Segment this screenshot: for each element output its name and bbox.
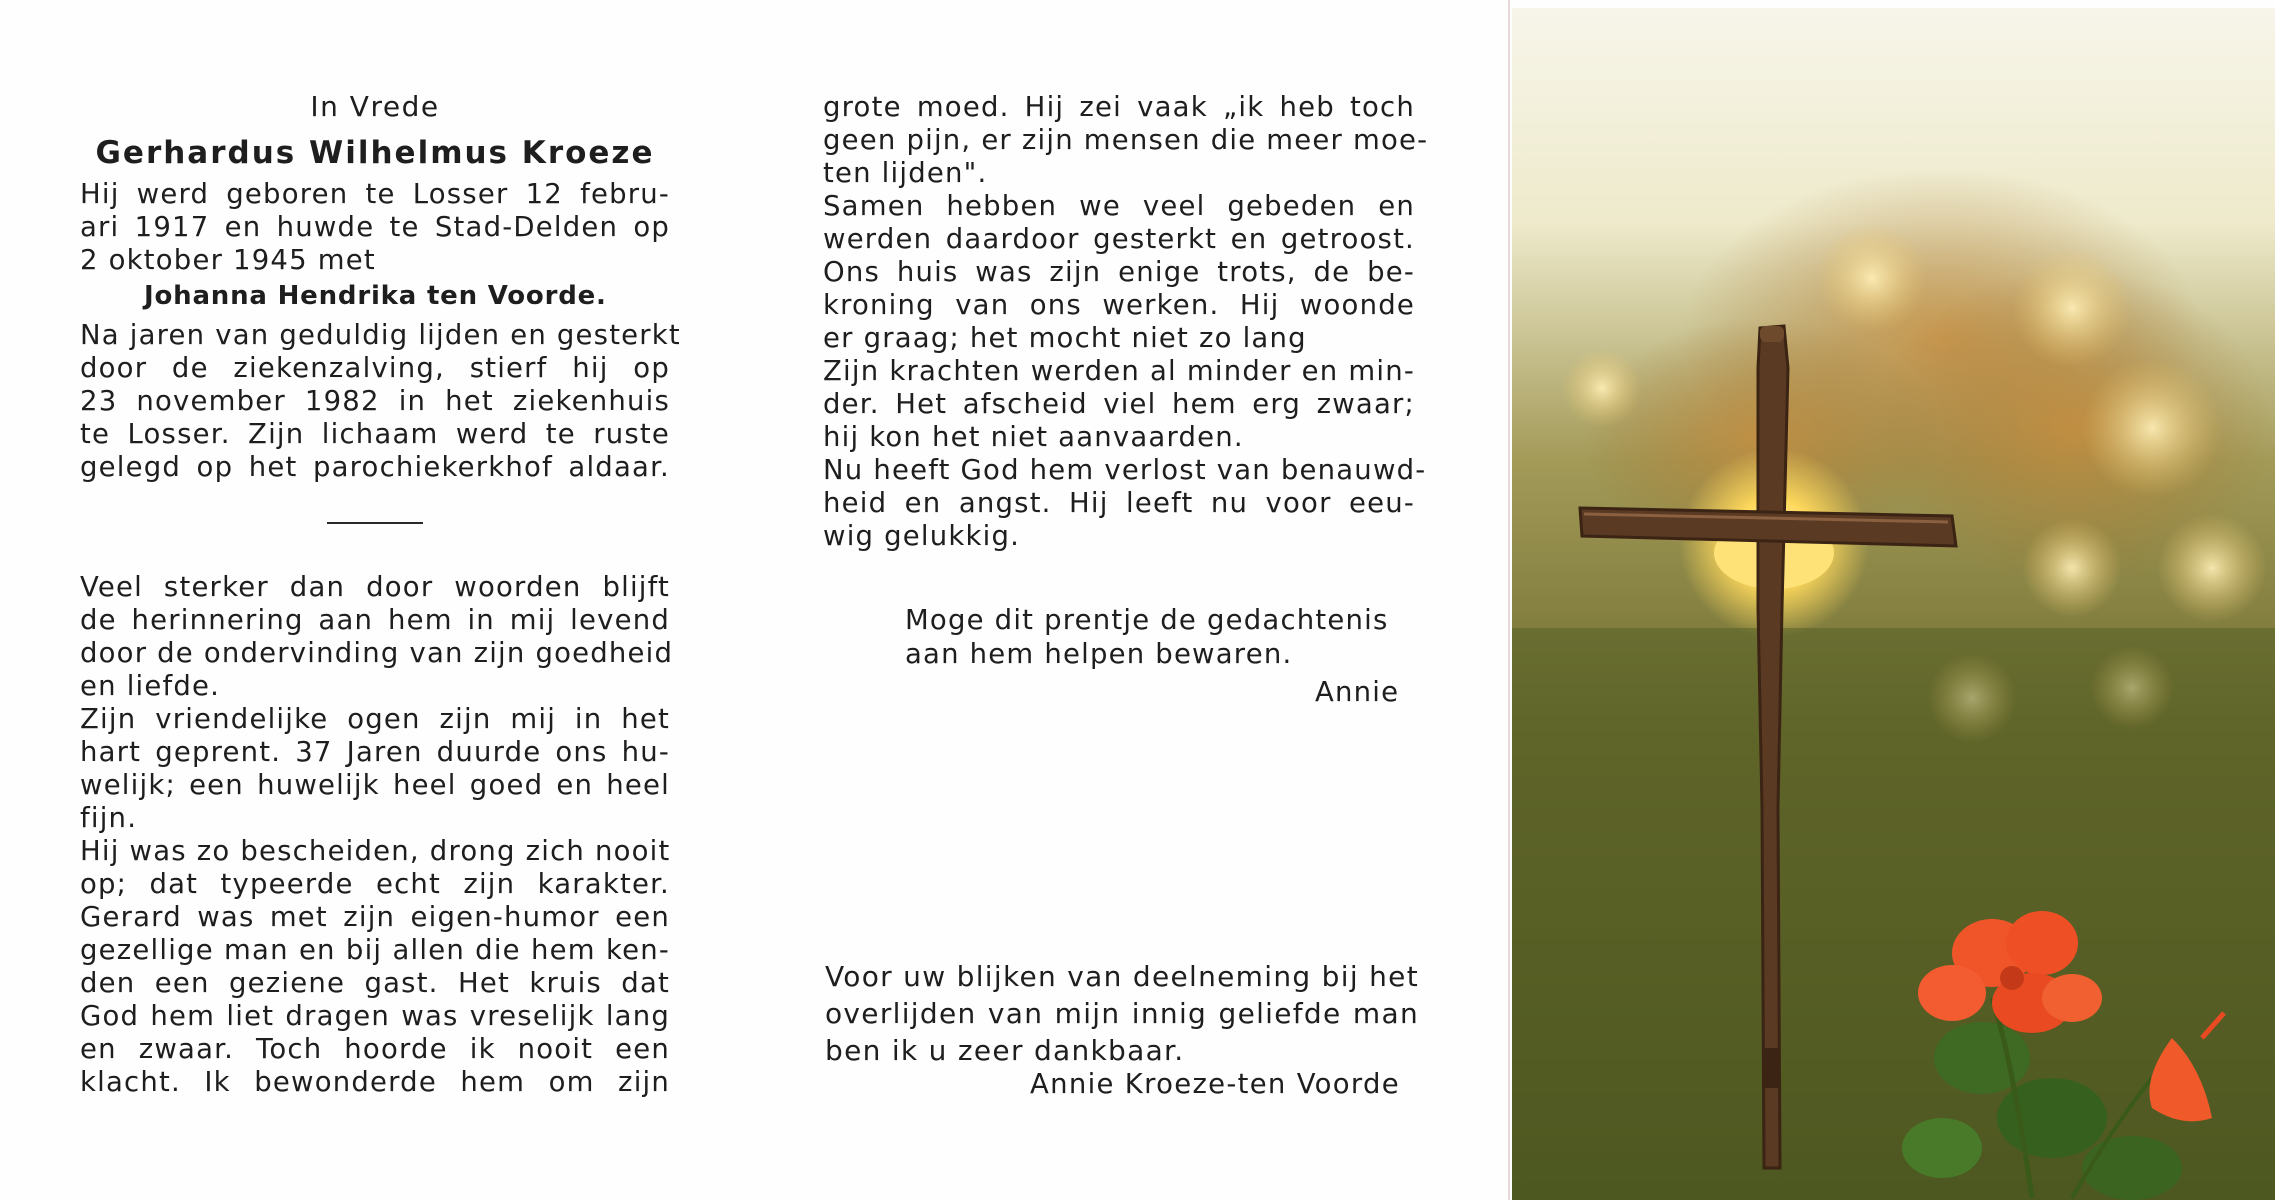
bokeh-light <box>2157 513 2267 623</box>
memory-line: op; dat typeerde echt zijn karakter. <box>80 868 670 900</box>
thanks-line: overlijden van mijn innig geliefde man <box>825 997 1419 1030</box>
cross-photo-illustration <box>1512 8 2275 1200</box>
continued-line: Nu heeft God hem verlost van benauwd- <box>823 454 1427 486</box>
memory-line: door de ondervinding van zijn goedheid <box>80 637 674 669</box>
wish-signature: Annie <box>1315 676 1400 708</box>
flower-petal <box>2006 911 2078 975</box>
leaf <box>2082 1136 2182 1200</box>
memory-paragraph <box>80 571 674 1099</box>
continued-line: heid en angst. Hij leeft nu voor eeu- <box>823 487 1415 519</box>
memory-line: en liefde. <box>80 670 221 702</box>
flower-petal <box>1918 965 1986 1021</box>
continued-line: grote moed. Hij zei vaak „ik heb toch <box>823 91 1415 123</box>
intro-line: 2 oktober 1945 met <box>80 244 376 276</box>
continued-line: kroning van ons werken. Hij woonde <box>823 289 1415 321</box>
death-line: door de ziekenzalving, stierf hij op <box>80 352 670 384</box>
intro-line: Hij werd geboren te Losser 12 febru- <box>80 178 670 210</box>
death-line: 23 november 1982 in het ziekenhuis <box>80 385 670 417</box>
memory-line: de herinnering aan hem in mij levend <box>80 604 670 636</box>
bokeh-light <box>1817 223 1927 333</box>
continued-line: Zijn krachten werden al minder en min- <box>823 355 1415 387</box>
thanks-line: ben ik u zeer dankbaar. <box>825 1034 1185 1067</box>
cross-base <box>1762 1048 1780 1088</box>
continued-line: der. Het afscheid viel hem erg zwaar; <box>823 388 1415 420</box>
divider-rule <box>327 522 423 524</box>
spouse-name: Johanna Hendrika ten Voorde. <box>144 281 607 311</box>
cross-photo <box>1512 8 2275 1200</box>
card-fold-edge <box>1508 0 1510 1200</box>
leaf <box>1934 1022 2030 1094</box>
continued-line: er graag; het mocht niet zo lang <box>823 322 1307 354</box>
remembrance-wish <box>905 603 1415 671</box>
middle-column <box>823 91 1429 553</box>
in-peace-heading: In Vrede <box>310 90 440 123</box>
continued-line: werden daardoor gesterkt en getroost. <box>823 223 1415 255</box>
continued-line: ten lijden". <box>823 157 988 189</box>
thanks-signature: Annie Kroeze-ten Voorde <box>1030 1068 1401 1100</box>
thanks-line: Voor uw blijken van deelneming bij het <box>825 960 1419 993</box>
death-paragraph <box>80 319 681 484</box>
memory-line: fijn. <box>80 802 138 834</box>
continued-line: Samen hebben we veel gebeden en <box>823 190 1415 222</box>
thanks-paragraph <box>825 958 1419 1069</box>
continued-line: geen pijn, er zijn mensen die meer moe- <box>823 124 1429 156</box>
memory-line: klacht. Ik bewonderde hem om zijn <box>80 1066 670 1098</box>
death-line: te Losser. Zijn lichaam werd te ruste <box>80 418 670 450</box>
memory-line: Hij was zo bescheiden, drong zich nooit <box>80 835 671 867</box>
memory-line: welijk; een huwelijk heel goed en heel <box>80 769 670 801</box>
wish-line: Moge dit prentje de gedachtenis <box>905 604 1389 636</box>
bokeh-light <box>2082 358 2222 498</box>
memory-line: God hem liet dragen was vreselijk lang <box>80 1000 670 1032</box>
continued-line: Ons huis was zijn enige trots, de be- <box>823 256 1415 288</box>
leaf <box>1902 1118 1982 1178</box>
memory-line: hart geprent. 37 Jaren duurde ons hu- <box>80 736 670 768</box>
death-line: gelegd op het parochiekerkhof aldaar. <box>80 451 670 483</box>
death-line: Na jaren van geduldig lijden en gesterkt <box>80 319 681 351</box>
continued-paragraph <box>823 91 1429 553</box>
flower-center <box>2000 966 2024 990</box>
intro-line: ari 1917 en huwde te Stad-Delden op <box>80 211 670 243</box>
left-column <box>80 90 681 1099</box>
continued-line: wig gelukkig. <box>823 520 1021 552</box>
memory-line: Veel sterker dan door woorden blijft <box>80 571 670 603</box>
memory-line: en zwaar. Toch hoorde ik nooit een <box>80 1033 670 1065</box>
wish-line: aan hem helpen bewaren. <box>905 638 1293 670</box>
bokeh-light <box>2022 518 2122 618</box>
memory-line: den een geziene gast. Het kruis dat <box>80 967 670 999</box>
memory-line: Zijn vriendelijke ogen zijn mij in het <box>80 703 670 735</box>
continued-line: hij kon het niet aanvaarden. <box>823 421 1244 453</box>
memory-line: Gerard was met zijn eigen-humor een <box>80 901 670 933</box>
bokeh-light <box>2012 248 2132 368</box>
cross-top <box>1760 326 1784 342</box>
intro-paragraph <box>80 178 670 277</box>
memory-line: gezellige man en bij allen die hem ken- <box>80 934 670 966</box>
bokeh-light <box>1562 348 1642 428</box>
dark-field <box>1512 628 2275 1200</box>
flower-petal <box>2042 974 2102 1022</box>
deceased-name: Gerhardus Wilhelmus Kroeze <box>95 135 655 171</box>
